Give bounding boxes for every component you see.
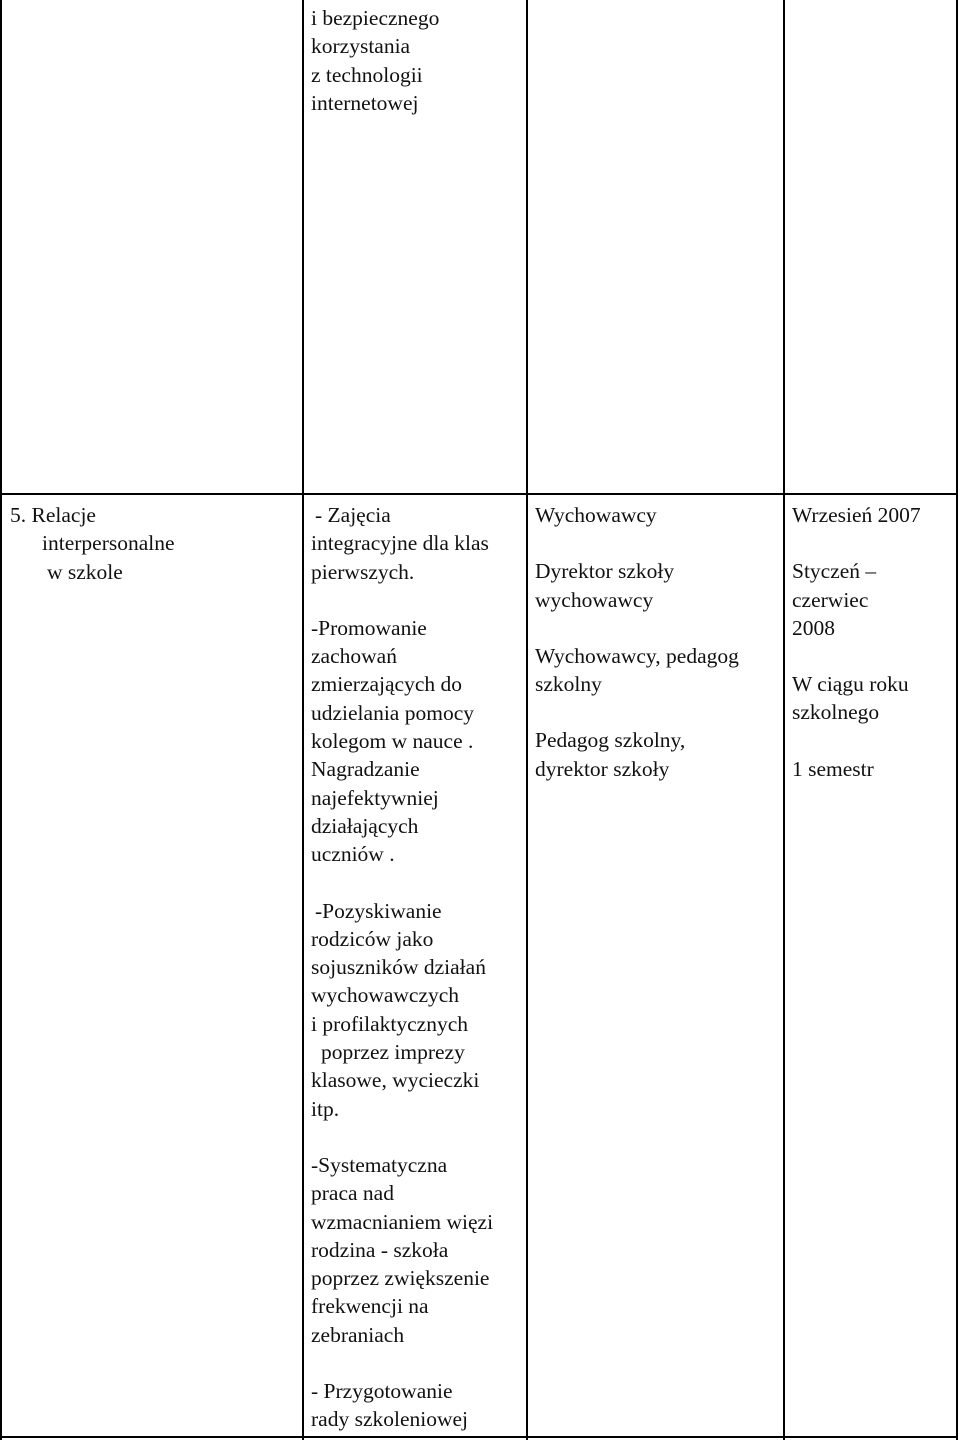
table-border-col4 [783,0,785,1440]
text-line: działających [311,813,419,838]
text-line: wychowawczych [311,983,460,1008]
text-line: -Promowanie [311,615,427,640]
topic-line: interpersonalne [42,531,175,556]
date-entry [792,501,954,529]
table-row-separator [0,493,958,495]
text-line: poprzez zwiększenie [311,1266,490,1291]
text-line: szkolnego [792,700,880,725]
text-line: integracyjne dla klas [311,531,489,556]
responsible-entry [535,642,779,699]
text-line: W ciągu roku [792,672,909,697]
text-line: Nagradzanie [311,757,420,782]
table-border-col3 [526,0,528,1440]
text-line: dyrektor szkoły [535,756,670,781]
text-line: uczniów . [311,842,395,867]
text-line: rodziców jako [311,926,434,951]
text-line: praca nad [311,1181,394,1206]
row2-dates-cell [792,501,954,783]
text-line: wychowawcy [535,587,654,612]
activity-integration [311,501,523,586]
text-line: - Zajęcia [315,503,391,527]
text-line: zachowań [311,644,397,669]
row2-topic-cell [10,501,295,586]
row2-activities-cell [311,501,523,1434]
text-line: czerwiec [792,587,869,612]
text-line: Dyrektor szkoły [535,559,675,584]
text-line: zmierzających do [311,672,463,697]
text-line: korzystania [311,34,411,59]
text-line: 2008 [792,615,835,640]
text-line: udzielania pomocy [311,700,474,725]
text-line: Wychowawcy, pedagog [535,643,739,668]
topic-line: w szkole [47,559,123,584]
text-line: 1 semestr [792,756,874,781]
text-line: Wrzesień 2007 [792,503,921,527]
text-line: pierwszych. [311,559,415,584]
table-border-bottom [0,1436,958,1438]
table-border-right [956,0,958,1440]
responsible-entry [535,501,779,529]
date-entry [792,755,954,783]
text-line: najefektywniej [311,785,439,810]
activity-training [311,1377,523,1434]
responsible-entry [535,557,779,614]
text-line: wzmacnianiem więzi [311,1209,494,1234]
text-line: rodzina - szkoła [311,1237,449,1262]
text-line: i profilaktycznych [311,1011,469,1036]
row1-activity-cell [311,4,521,117]
text-line: poprzez imprezy [321,1040,465,1065]
text-line: itp. [311,1096,340,1121]
text-line: zebraniach [311,1322,405,1347]
text-line: Styczeń – [792,559,877,584]
text-line: z technologii [311,62,423,87]
text-line: Wychowawcy [535,503,657,527]
text-line: rady szkoleniowej [311,1407,469,1432]
date-entry [792,670,954,727]
text-line: i bezpiecznego [311,6,440,30]
activity-promotion [311,614,523,869]
activity-family-bonds [311,1151,523,1349]
text-line: -Systematyczna [311,1152,448,1177]
responsible-entry [535,726,779,783]
text-line: -Pozyskiwanie [315,898,442,923]
topic-line: 5. Relacje [10,503,96,527]
text-line: szkolny [535,672,602,697]
table-border-left [0,0,2,1440]
text-line: Pedagog szkolny, [535,728,686,753]
text-line: internetowej [311,90,419,115]
text-line: kolegom w nauce . [311,729,474,754]
text-line: sojuszników działań [311,955,486,980]
text-line: frekwencji na [311,1294,429,1319]
text-line: - Przygotowanie [311,1379,453,1404]
table-border-col2 [302,0,304,1440]
row2-responsible-cell [535,501,779,783]
activity-parents [311,897,523,1123]
date-entry [792,557,954,642]
text-line: klasowe, wycieczki [311,1068,480,1093]
